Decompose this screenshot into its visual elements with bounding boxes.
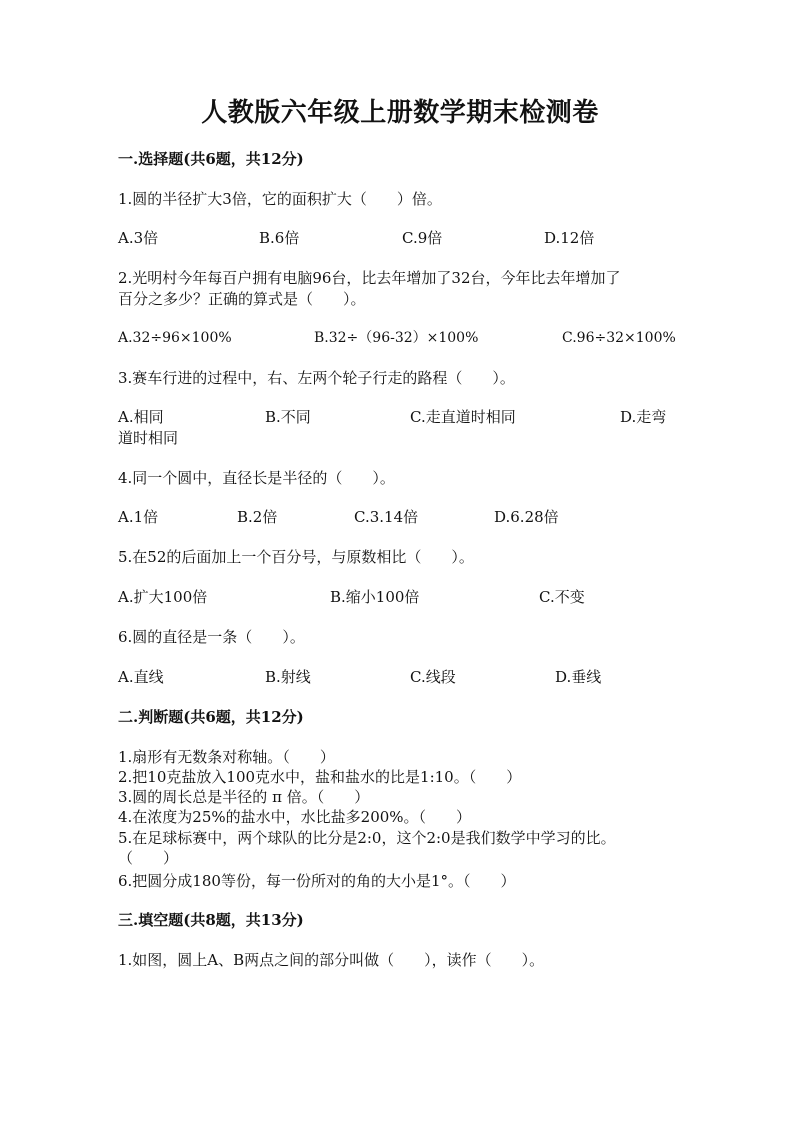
q1-6-option-b: B.射线 [265,668,311,686]
q1-4-option-a: A.1倍 [118,508,159,526]
judgement-item-4: 4.在浓度为25%的盐水中，水比盐多200%。（ ） [118,808,472,826]
question-1-2-line-1: 2.光明村今年每百户拥有电脑96台，比去年增加了32台，今年比去年增加了 [118,269,621,287]
question-1-4: 4.同一个圆中，直径长是半径的（ ）。 [118,469,395,487]
section-heading-fill-blank: 三.填空题(共8题，共13分) [118,911,304,929]
q1-1-option-a: A.3倍 [118,229,159,247]
q1-2-option-c: C.96÷32×100% [562,330,676,346]
q1-1-option-c: C.9倍 [402,229,443,247]
q1-6-option-a: A.直线 [118,668,164,686]
section-heading-choice: 一.选择题(共6题，共12分) [118,150,304,168]
q1-4-option-d: D.6.28倍 [494,508,559,526]
judgement-item-5-bracket: （ ） [118,849,179,867]
judgement-item-1: 1.扇形有无数条对称轴。（ ） [118,748,335,766]
q1-2-option-a: A.32÷96×100% [118,330,232,346]
q1-2-option-b: B.32÷（96-32）×100% [314,330,479,346]
q1-4-option-b: B.2倍 [237,508,278,526]
q1-1-option-d: D.12倍 [544,229,595,247]
question-1-1: 1.圆的半径扩大3倍，它的面积扩大（ ）倍。 [118,190,442,208]
q1-5-option-b: B.缩小100倍 [330,588,420,606]
q1-6-option-d: D.垂线 [555,668,602,686]
judgement-item-3: 3.圆的周长总是半径的 π 倍。（ ） [118,788,370,806]
fill-blank-question-1: 1.如图，圆上A、B两点之间的部分叫做（ ），读作（ ）。 [118,951,545,969]
page-title: 人教版六年级上册数学期末检测卷 [201,98,599,128]
q1-5-option-a: A.扩大100倍 [118,588,208,606]
q1-3-option-a: A.相同 [118,408,164,426]
q1-5-option-c: C.不变 [539,588,585,606]
question-1-3: 3.赛车行进的过程中，右、左两个轮子行走的路程（ ）。 [118,369,515,387]
judgement-item-2: 2.把10克盐放入100克水中，盐和盐水的比是1:10。（ ） [118,768,522,786]
q1-6-option-c: C.线段 [410,668,456,686]
q1-4-option-c: C.3.14倍 [354,508,419,526]
section-heading-judgement: 二.判断题(共6题，共12分) [118,708,304,726]
question-1-2-line-2: 百分之多少？正确的算式是（ ）。 [118,290,366,308]
q1-3-option-c: C.走直道时相同 [410,408,516,426]
q1-3-option-d: D.走弯 [620,408,667,426]
q1-3-option-b: B.不同 [265,408,311,426]
q1-3-option-d-continued: 道时相同 [118,429,179,447]
question-1-6: 6.圆的直径是一条（ ）。 [118,628,305,646]
judgement-item-5: 5.在足球标赛中，两个球队的比分是2:0，这个2:0是我们数学中学习的比。 [118,829,616,847]
question-1-5: 5.在52的后面加上一个百分号，与原数相比（ ）。 [118,548,474,566]
judgement-item-6: 6.把圆分成180等份，每一份所对的角的大小是1°。（ ） [118,872,516,890]
q1-1-option-b: B.6倍 [259,229,300,247]
